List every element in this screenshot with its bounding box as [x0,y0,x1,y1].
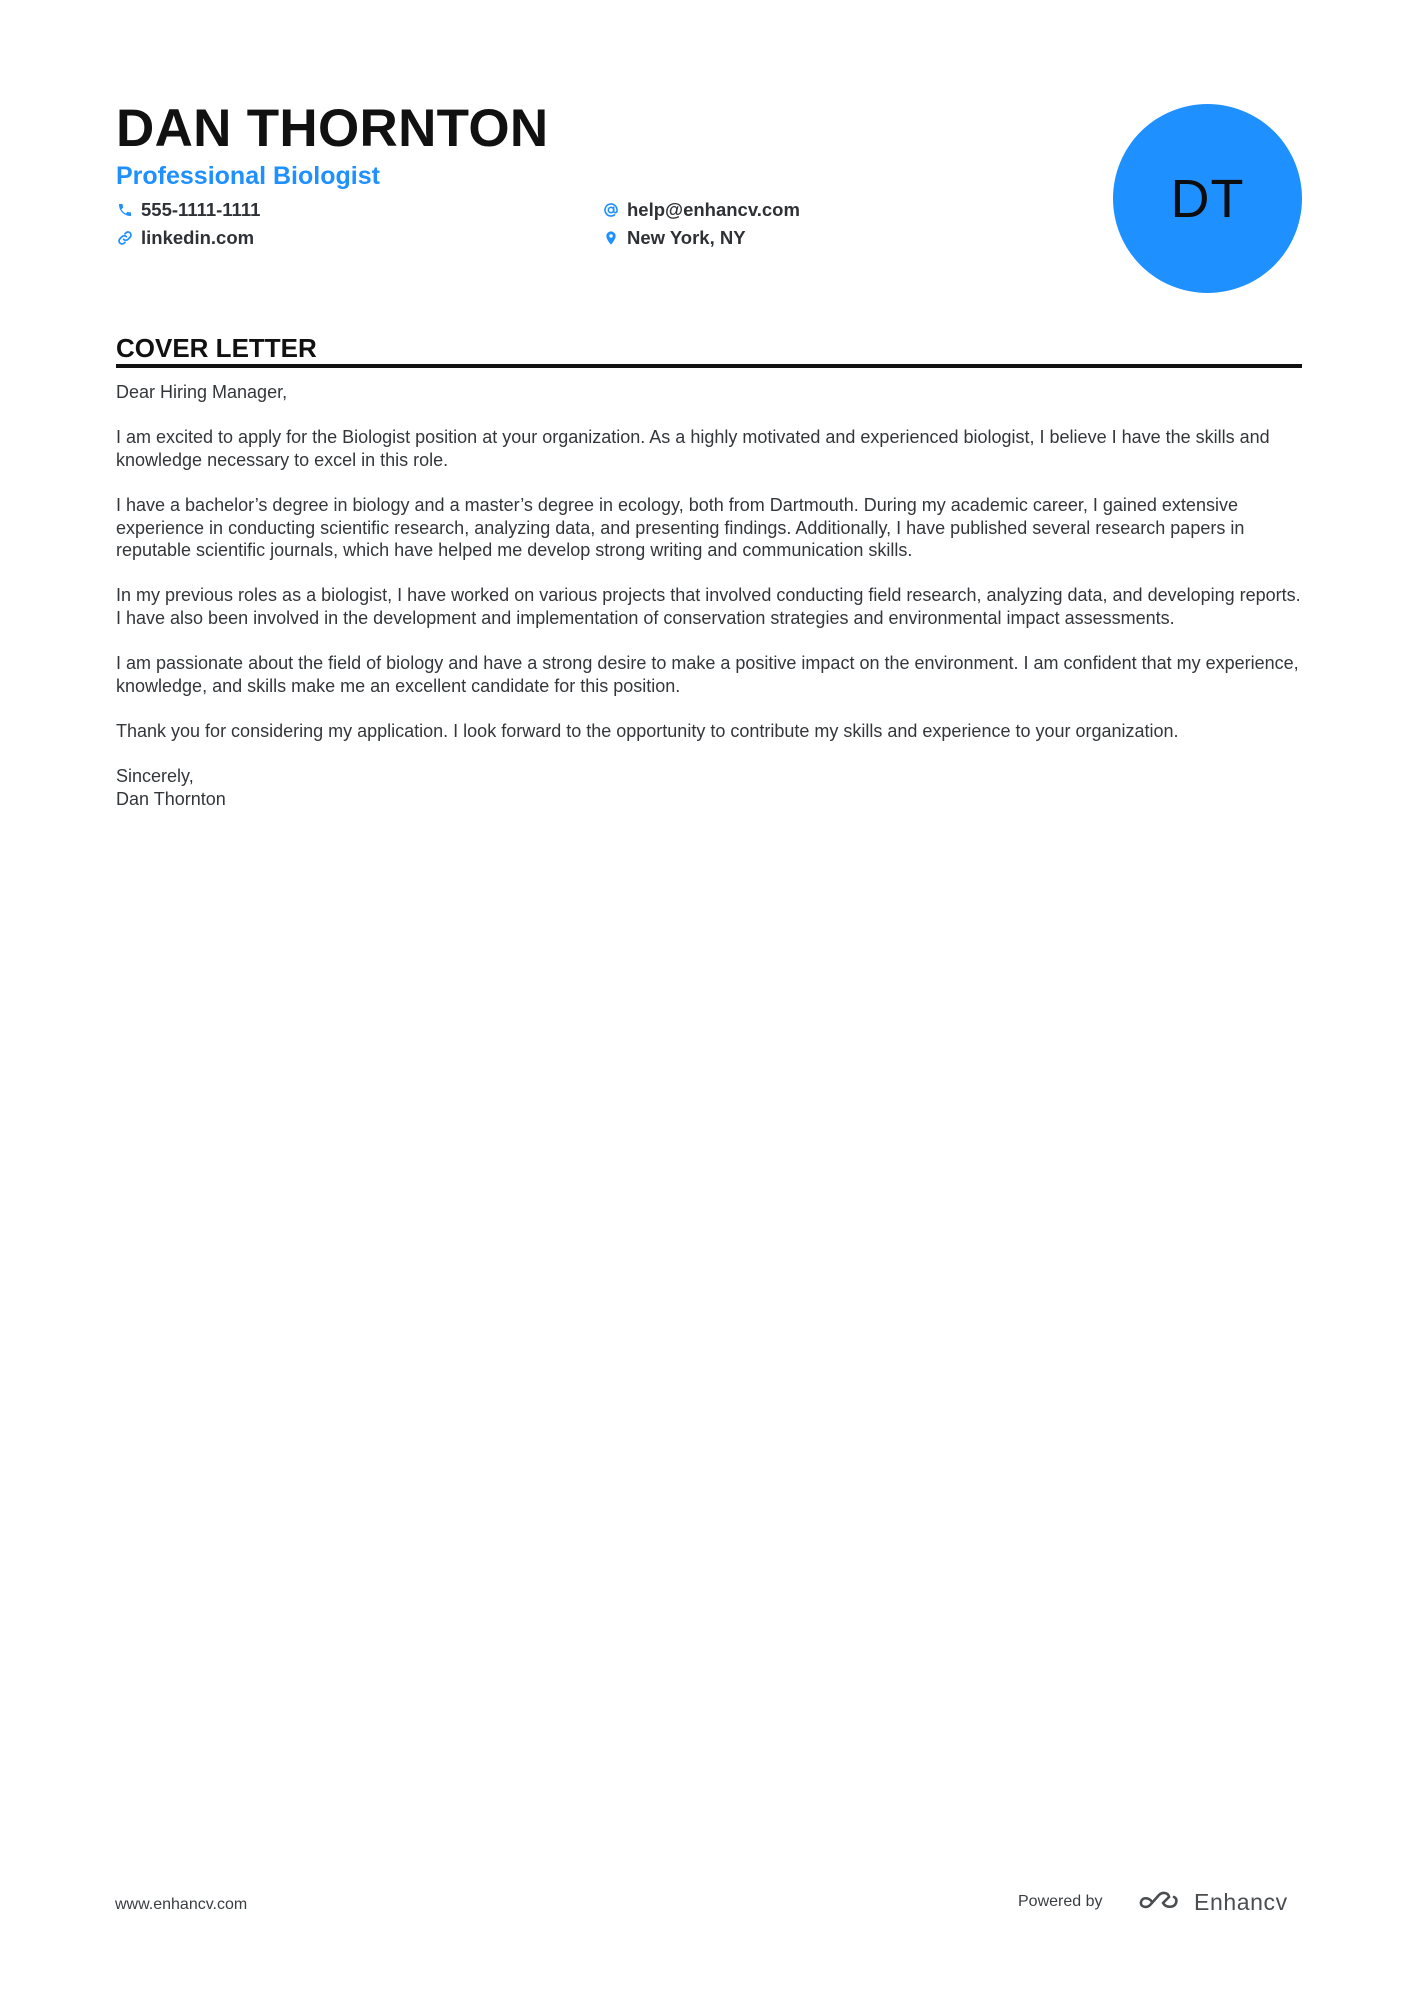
phone-icon [116,201,134,219]
footer-url[interactable]: www.enhancv.com [115,1896,248,1913]
letter-closing: Sincerely, [116,766,194,787]
powered-by-label: Powered by [1018,1893,1103,1910]
letter-paragraph: Thank you for considering my application. I look forward to the opportunity to contribute my skills and experience to your organization. [116,720,1179,741]
phone-text: 555-1111-1111 [141,199,261,220]
section-title: COVER LETTER [116,333,317,363]
letter-greeting: Dear Hiring Manager, [116,382,288,402]
candidate-title: Professional Biologist [116,162,380,190]
contact-phone [116,198,260,222]
letter-paragraph: I am excited to apply for the Biologist position at your organization. As a highly motivated and experienced biologist, I believe I have the skills and knowledge necessary to excel in this role. [116,427,1270,470]
letter-body [116,381,1306,810]
email-text[interactable]: help@enhancv.com [627,199,800,220]
location-text: New York, NY [627,227,746,248]
at-icon [602,201,620,219]
letter-paragraph: I have a bachelor’s degree in biology and a master’s degree in ecology, both from Dartmouth. During my academic career, I gained extensive experience in conducting scientific research, analyzing data, and presenting findings. Additionally, I have published several research papers in reputable scientific journals, which have helped me develop strong writing and communication skills. [116,494,1245,561]
brand-logo[interactable] [1138,1885,1288,1919]
letter-paragraph: In my previous roles as a biologist, I have worked on various projects that involved conducting field research, analyzing data, and developing reports. I have also been involved in the development and implementation of conservation strategies and environmental impact assessments. [116,585,1301,628]
candidate-name: DAN THORNTON [116,99,549,158]
brand-name: Enhancv [1194,1889,1288,1915]
contact-location [602,226,746,250]
linkedin-text[interactable]: linkedin.com [141,227,255,248]
location-pin-icon [602,229,620,247]
avatar [1113,104,1302,293]
contact-email [602,198,800,222]
letter-signature: Dan Thornton [116,788,226,809]
link-icon [116,229,134,247]
infinity-logo-icon [1138,1889,1184,1915]
avatar-initials: DT [1170,168,1245,229]
letter-paragraph: I am passionate about the field of biology and have a strong desire to make a positive impact on the environment. I am confident that my experience, knowledge, and skills make me an excellent candidate for this position. [116,653,1299,696]
section-divider [116,364,1302,368]
contact-linkedin [116,226,254,250]
